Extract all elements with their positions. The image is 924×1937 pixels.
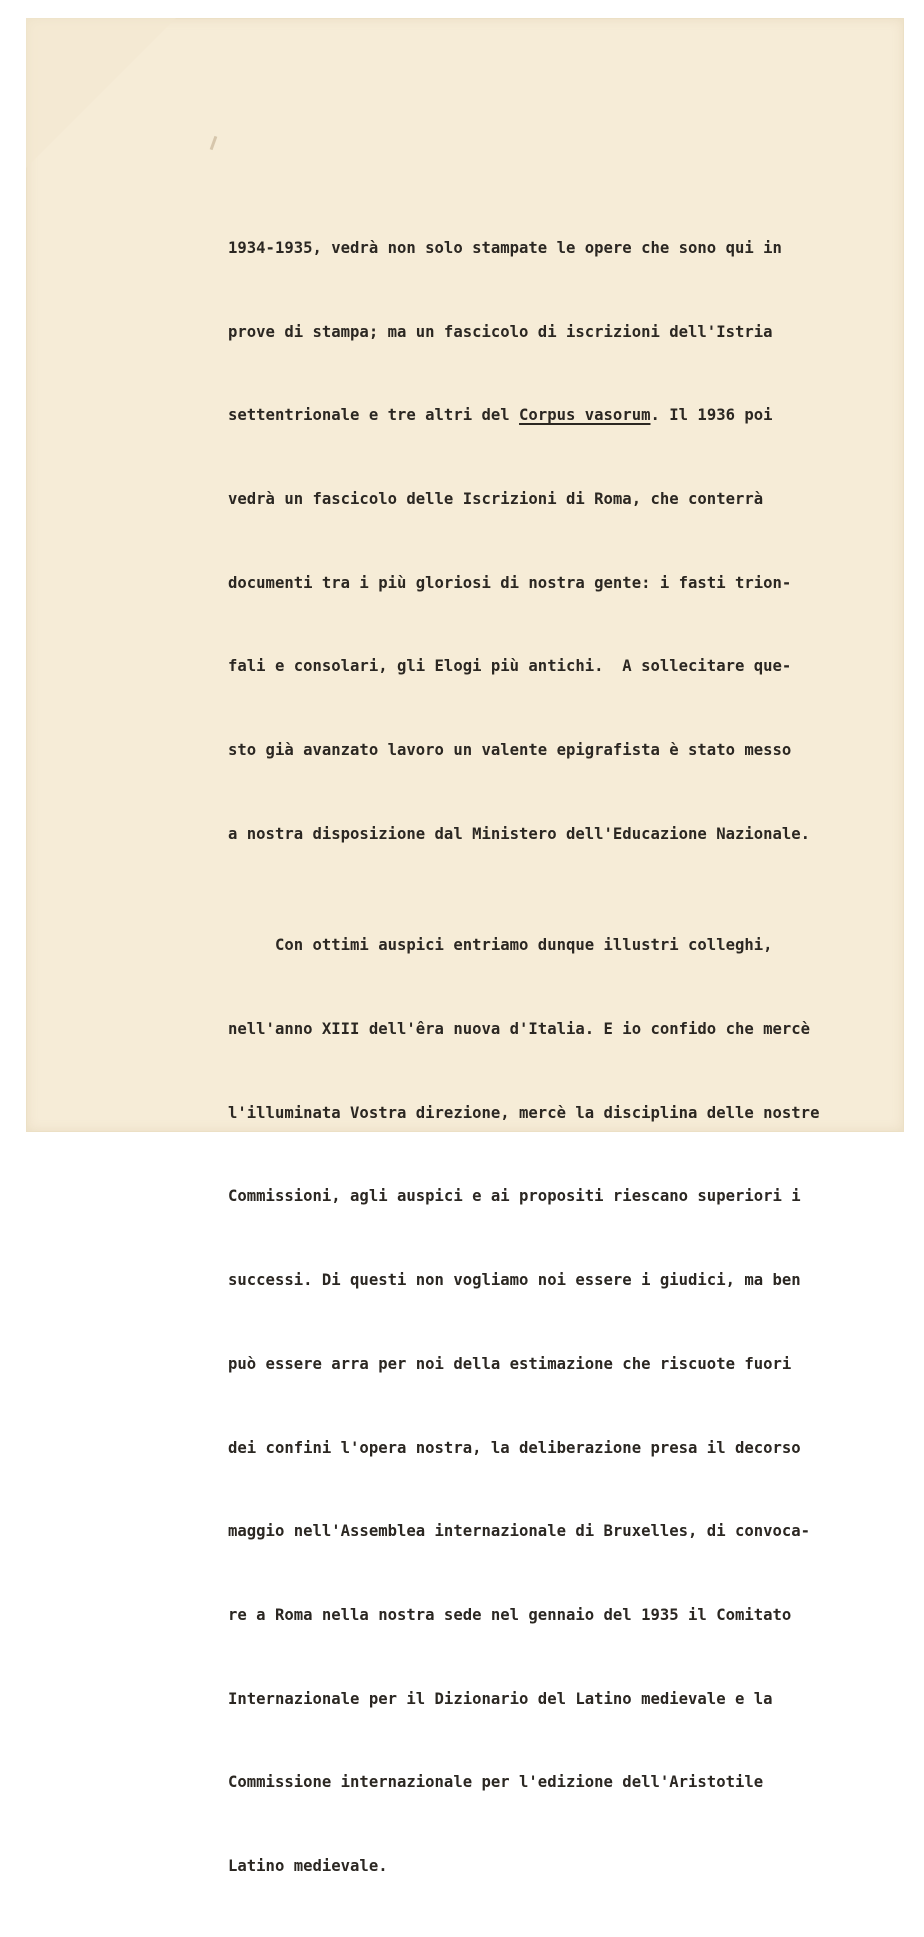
- text-line: Commissioni, agli auspici e ai propositi riescano superiori i: [228, 1187, 801, 1206]
- text-line: documenti tra i più gloriosi di nostra gente: i fasti trion-: [228, 573, 792, 592]
- text-line: Con ottimi auspici entriamo dunque illustri colleghi,: [228, 936, 773, 955]
- folded-corner: [26, 18, 176, 168]
- text-line: sto già avanzato lavoro un valente epigrafista è stato messo: [228, 741, 792, 760]
- text-line: può essere arra per noi della estimazione che riscuote fuori: [228, 1354, 792, 1373]
- text-line: l'illuminata Vostra direzione, mercè la disciplina delle nostre: [228, 1103, 820, 1122]
- pin-mark: [210, 136, 218, 150]
- text-segment: . Il 1936 poi: [650, 406, 773, 425]
- text-line: [228, 402, 878, 430]
- typewritten-text: [228, 179, 878, 1937]
- text-line: 1934-1935, vedrà non solo stampate le opere che sono qui in: [228, 238, 782, 257]
- text-line: prove di stampa; ma un fascicolo di iscrizioni dell'Istria: [228, 322, 773, 341]
- text-line: Commissione internazionale per l'edizione dell'Aristotile: [228, 1773, 764, 1792]
- text-line: nell'anno XIII dell'êra nuova d'Italia. E io confido che mercè: [228, 1020, 811, 1039]
- text-segment: settentrionale e tre altri del: [228, 406, 520, 425]
- text-line: vedrà un fascicolo delle Iscrizioni di Roma, che conterrà: [228, 489, 764, 508]
- text-line: Internazionale per il Dizionario del Latino medievale e la: [228, 1689, 773, 1708]
- underlined-title: Corpus vasorum: [519, 406, 651, 425]
- text-line: successi. Di questi non vogliamo noi essere i giudici, ma ben: [228, 1271, 801, 1290]
- text-line: a nostra disposizione dal Ministero dell'Educazione Nazionale.: [228, 824, 811, 843]
- text-line: fali e consolari, gli Elogi più antichi. A sollecitare que-: [228, 657, 792, 676]
- text-line: dei confini l'opera nostra, la deliberazione presa il decorso: [228, 1438, 801, 1457]
- text-line: re a Roma nella nostra sede nel gennaio del 1935 il Comitato: [228, 1605, 792, 1624]
- text-line: maggio nell'Assemblea internazionale di Bruxelles, di convoca-: [228, 1522, 811, 1541]
- text-line: Latino medievale.: [228, 1857, 388, 1876]
